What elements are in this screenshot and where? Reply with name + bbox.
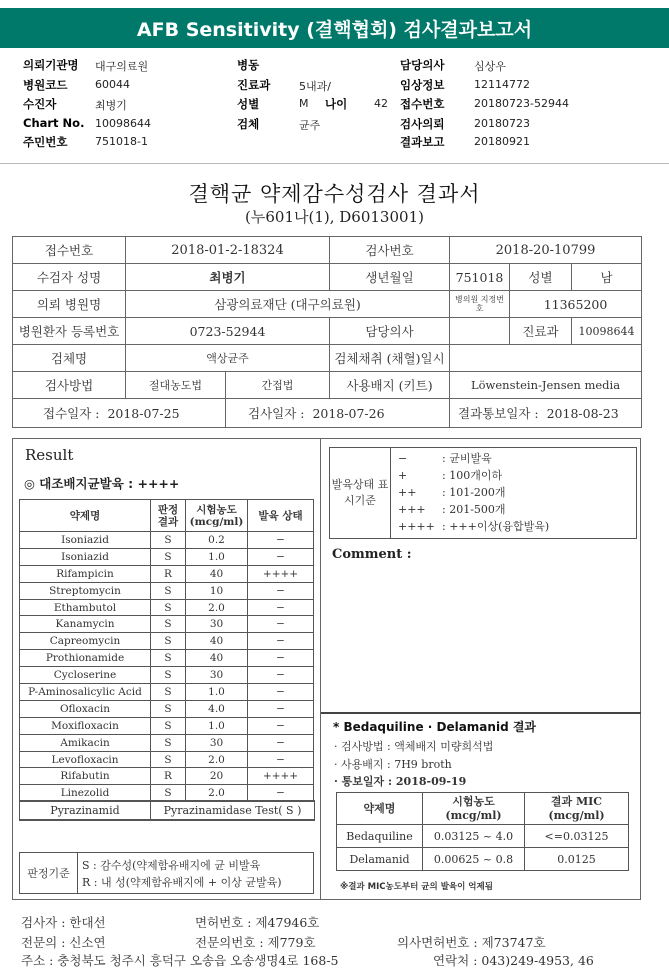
- header-field-value: 최병기: [95, 99, 127, 112]
- drug-row: [20, 599, 314, 616]
- doctor-value: [450, 318, 510, 345]
- header-field-value: 42: [374, 97, 388, 110]
- notify-date: 2018-08-23: [546, 406, 619, 421]
- test-date-cell: [226, 399, 450, 428]
- patient-name: 최병기: [126, 264, 330, 291]
- legend-key: ++: [398, 486, 417, 499]
- drug-header-conc: 시험농도 (mcg/ml): [186, 500, 248, 532]
- drug-row: [20, 582, 314, 599]
- footer-address: 주소 : 충청북도 청주시 흥덕구 오송읍 오송생명4로 168-5: [21, 953, 339, 968]
- header-field-value: 60044: [95, 78, 130, 91]
- header-field-label: 접수번호: [400, 97, 445, 111]
- hospital-label: 의뢰 병원명: [13, 291, 126, 318]
- receipt-date: 2018-07-25: [107, 406, 180, 421]
- drug-growth: −: [248, 751, 314, 768]
- birth-date: 751018: [450, 264, 510, 291]
- collect-value: [450, 345, 642, 372]
- criteria-s: S : 감수성(약제함유배지에 균 비발육: [82, 859, 261, 872]
- bdq-row: [337, 848, 629, 871]
- receipt-date-label: 접수일자 :: [43, 406, 100, 421]
- info-row: [13, 237, 642, 264]
- drug-result: R: [151, 768, 186, 785]
- header-divider: [0, 163, 669, 164]
- bdq-title: * Bedaquiline · Delamanid 결과: [333, 720, 537, 734]
- legend-row: [398, 450, 549, 467]
- drug-row: [20, 532, 314, 549]
- drug-row: [20, 633, 314, 650]
- info-row: [13, 318, 642, 345]
- specimen-value: 액상균주: [126, 345, 330, 372]
- hospital-code: 11365200: [510, 291, 642, 318]
- header-field-label: 수진자: [23, 97, 57, 111]
- drug-conc: 0.2: [186, 532, 248, 549]
- drug-name: Ethambutol: [20, 599, 151, 616]
- header-field-label: 진료과: [237, 78, 271, 92]
- legend-row: [398, 484, 549, 501]
- pyrazinamide-table: [19, 800, 315, 821]
- footer-spec-license: 전문의번호 : 제779호: [195, 935, 316, 950]
- bdq-drug-mic: 0.0125: [525, 848, 629, 871]
- drug-name: Rifampicin: [20, 565, 151, 582]
- test-date: 2018-07-26: [312, 406, 385, 421]
- bdq-notify: · 통보일자 : 2018-09-19: [334, 775, 467, 788]
- legend-key: −: [398, 452, 408, 465]
- result-title: Result: [25, 446, 74, 464]
- drug-row: [20, 667, 314, 684]
- drug-result: S: [151, 599, 186, 616]
- specimen-label: 검체명: [13, 345, 126, 372]
- drug-conc: 2.0: [186, 751, 248, 768]
- legend-row: [398, 501, 549, 518]
- drug-row: [20, 565, 314, 582]
- bdq-medium: · 사용배지 : 7H9 broth: [334, 758, 452, 771]
- drug-name: Kanamycin: [20, 616, 151, 633]
- legend-key: +++: [398, 503, 426, 516]
- drug-conc: 10: [186, 582, 248, 599]
- header-field-label: 나이: [325, 97, 348, 111]
- header-field-value: 대구의료원: [95, 60, 149, 73]
- sex-value: 남: [572, 264, 642, 291]
- drug-growth: −: [248, 532, 314, 549]
- drug-conc: 20: [186, 768, 248, 785]
- drug-conc: 30: [186, 734, 248, 751]
- medium-label: 사용배지 (키트): [330, 372, 450, 399]
- drug-header-result: 판정 결과: [151, 500, 186, 532]
- bdq-header-name: 약제명: [337, 793, 423, 825]
- pyrazinamide-test: Pyrazinamidase Test( S ): [151, 801, 315, 821]
- drug-name: Isoniazid: [20, 548, 151, 565]
- receipt-date-cell: [13, 399, 226, 428]
- bdq-header-mic: 결과 MIC (mcg/ml): [525, 793, 629, 825]
- drug-row: [20, 717, 314, 734]
- bdq-drug-conc: 0.00625 ~ 0.8: [423, 848, 525, 871]
- patient-label: 수검자 성명: [13, 264, 126, 291]
- drug-name: P-Aminosalicylic Acid: [20, 684, 151, 701]
- drug-growth: −: [248, 582, 314, 599]
- report-header-title: AFB Sensitivity (결핵협회) 검사결과보고서: [0, 8, 669, 48]
- criteria-label: 판정기준: [20, 853, 78, 893]
- drug-conc: 4.0: [186, 700, 248, 717]
- drug-row: [20, 548, 314, 565]
- drug-result: R: [151, 565, 186, 582]
- drug-name: Amikacin: [20, 734, 151, 751]
- bdq-drug-name: Bedaquiline: [337, 825, 423, 848]
- legend-value: : +++이상(융합발육): [442, 520, 550, 533]
- bdq-table: [336, 792, 629, 871]
- growth-legend: [329, 447, 637, 539]
- notify-date-label: 결과통보일자 :: [458, 406, 539, 421]
- criteria-r: R : 내 성(약제함유배지에 + 이상 균발육): [82, 876, 282, 889]
- drug-header-growth: 발육 상태: [248, 500, 314, 532]
- reg-label: 병원환자 등록번호: [13, 318, 126, 345]
- drug-name: Rifabutin: [20, 768, 151, 785]
- drug-conc: 30: [186, 667, 248, 684]
- header-field-label: 성별: [237, 97, 260, 111]
- notify-date-cell: [450, 399, 642, 428]
- drug-growth: −: [248, 548, 314, 565]
- drug-result: S: [151, 633, 186, 650]
- legend-key: +: [398, 469, 408, 482]
- header-field-label: 검체: [237, 117, 260, 131]
- dept-label: 진료과: [510, 318, 572, 345]
- drug-growth: −: [248, 599, 314, 616]
- drug-conc: 30: [186, 616, 248, 633]
- header-field-label: 담당의사: [400, 58, 445, 72]
- drug-row: [20, 734, 314, 751]
- legend-value: : 101-200개: [442, 486, 506, 499]
- receipt-no-label: 접수번호: [13, 237, 126, 264]
- legend-row: [398, 467, 549, 484]
- drug-name: Linezolid: [20, 785, 151, 802]
- drug-conc: 1.0: [186, 717, 248, 734]
- drug-name: Isoniazid: [20, 532, 151, 549]
- report-subtitle: (누601나(1), D6013001): [245, 208, 424, 226]
- drug-name: Moxifloxacin: [20, 717, 151, 734]
- drug-row: [20, 751, 314, 768]
- bdq-drug-conc: 0.03125 ~ 4.0: [423, 825, 525, 848]
- drug-result: S: [151, 650, 186, 667]
- footer-phone: 연락처 : 043)249-4953, 46: [433, 953, 594, 968]
- drug-growth: −: [248, 684, 314, 701]
- footer-tester: 검사자 : 한대선: [21, 915, 106, 930]
- collect-label: 검체채취 (채혈)일시: [330, 345, 450, 372]
- header-field-value: 10098644: [95, 117, 151, 130]
- comment-label: Comment :: [332, 547, 412, 562]
- drug-row: [20, 768, 314, 785]
- drug-row: [20, 650, 314, 667]
- header-field-value: 20180723-52944: [474, 97, 569, 110]
- drug-growth: −: [248, 633, 314, 650]
- drug-result: S: [151, 751, 186, 768]
- drug-result: S: [151, 532, 186, 549]
- dept-value: 10098644: [572, 318, 642, 345]
- drug-row: [20, 684, 314, 701]
- test-no-label: 검사번호: [330, 237, 450, 264]
- drug-result: S: [151, 734, 186, 751]
- drug-result: S: [151, 785, 186, 802]
- header-field-label: 병동: [237, 58, 260, 72]
- drug-growth: −: [248, 616, 314, 633]
- drug-row: [20, 700, 314, 717]
- header-field-label: 주민번호: [23, 135, 68, 149]
- drug-conc: 40: [186, 633, 248, 650]
- drug-result: S: [151, 700, 186, 717]
- drug-conc: 2.0: [186, 599, 248, 616]
- drug-name: Ofloxacin: [20, 700, 151, 717]
- footer-md-license: 의사면허번호 : 제73747호: [397, 935, 546, 950]
- legend-label: 발육상태 표시기준: [330, 448, 391, 538]
- bdq-method: · 검사방법 : 액체배지 미량희석법: [334, 740, 494, 753]
- drug-header-name: 약제명: [20, 500, 151, 532]
- drug-result: S: [151, 717, 186, 734]
- drug-result: S: [151, 667, 186, 684]
- footer-license: 면허번호 : 제47946호: [195, 915, 320, 930]
- header-field-value: 5내과/: [299, 80, 331, 93]
- drug-growth: −: [248, 734, 314, 751]
- legend-row: [398, 518, 549, 535]
- drug-result: S: [151, 582, 186, 599]
- header-field-value: M: [299, 97, 309, 110]
- header-field-value: 12114772: [474, 78, 530, 91]
- drug-name: Cycloserine: [20, 667, 151, 684]
- footer-specialist: 전문의 : 신소연: [21, 935, 106, 950]
- drug-conc: 2.0: [186, 785, 248, 802]
- drug-row: [20, 616, 314, 633]
- header-field-label: 결과보고: [400, 135, 445, 149]
- header-field-value: 20180723: [474, 117, 530, 130]
- header-field-value: 균주: [299, 119, 321, 132]
- bdq-drug-mic: <=0.03125: [525, 825, 629, 848]
- pyrazinamide-name: Pyrazinamid: [20, 801, 151, 821]
- header-field-label: Chart No.: [23, 116, 85, 130]
- legend-value: : 균비발육: [442, 452, 492, 465]
- drug-table-body: [20, 532, 314, 802]
- drug-conc: 40: [186, 650, 248, 667]
- drug-conc: 1.0: [186, 548, 248, 565]
- bdq-row: [337, 825, 629, 848]
- legend-value: : 201-500개: [442, 503, 506, 516]
- header-field-value: 751018-1: [95, 135, 148, 148]
- test-date-label: 검사일자 :: [248, 406, 305, 421]
- info-row: [13, 372, 642, 399]
- drug-name: Levofloxacin: [20, 751, 151, 768]
- drug-result: S: [151, 616, 186, 633]
- info-table: [12, 236, 642, 428]
- medium-value: Löwenstein-Jensen media: [450, 372, 642, 399]
- drug-name: Prothionamide: [20, 650, 151, 667]
- drug-name: Streptomycin: [20, 582, 151, 599]
- method-label: 검사방법: [13, 372, 126, 399]
- control-growth: ◎ 대조배지균발육 : ++++: [24, 476, 180, 491]
- doctor-label: 담당의사: [330, 318, 450, 345]
- drug-growth: −: [248, 785, 314, 802]
- header-field-label: 의뢰기관명: [23, 58, 79, 72]
- drug-growth: −: [248, 650, 314, 667]
- receipt-no: 2018-01-2-18324: [126, 237, 330, 264]
- sex-label: 성별: [510, 264, 572, 291]
- info-row: [13, 291, 642, 318]
- drug-conc: 1.0: [186, 684, 248, 701]
- reg-no: 0723-52944: [126, 318, 330, 345]
- info-row: [13, 399, 642, 428]
- drug-table: [19, 499, 314, 802]
- info-row: [13, 345, 642, 372]
- drug-conc: 40: [186, 565, 248, 582]
- drug-growth: ++++: [248, 565, 314, 582]
- drug-growth: ++++: [248, 768, 314, 785]
- drug-result: S: [151, 548, 186, 565]
- header-field-value: 심상우: [474, 60, 506, 73]
- report-title: 결핵균 약제감수성검사 결과서: [188, 182, 481, 206]
- drug-growth: −: [248, 700, 314, 717]
- bdq-header-conc: 시험농도 (mcg/ml): [423, 793, 525, 825]
- drug-growth: −: [248, 717, 314, 734]
- criteria-box: [19, 852, 314, 894]
- header-field-value: 20180921: [474, 135, 530, 148]
- hospital-name: 삼광의료재단 (대구의료원): [126, 291, 450, 318]
- drug-name: Capreomycin: [20, 633, 151, 650]
- header-field-label: 임상정보: [400, 78, 445, 92]
- method-2: 간접법: [226, 372, 330, 399]
- legend-key: ++++: [398, 520, 435, 533]
- header-field-label: 병원코드: [23, 78, 68, 92]
- hospital-code-label: 병의원 지정번호: [450, 291, 510, 318]
- info-row: [13, 264, 642, 291]
- drug-growth: −: [248, 667, 314, 684]
- test-no: 2018-20-10799: [450, 237, 642, 264]
- birth-label: 생년월일: [330, 264, 450, 291]
- bdq-drug-name: Delamanid: [337, 848, 423, 871]
- bdq-note: ※결과 MIC농도부터 균의 발육이 억제됨: [340, 882, 493, 892]
- method-1: 절대농도법: [126, 372, 226, 399]
- legend-rows: [398, 450, 549, 535]
- legend-value: : 100개이하: [442, 469, 503, 482]
- drug-result: S: [151, 684, 186, 701]
- header-field-label: 검사의뢰: [400, 117, 445, 131]
